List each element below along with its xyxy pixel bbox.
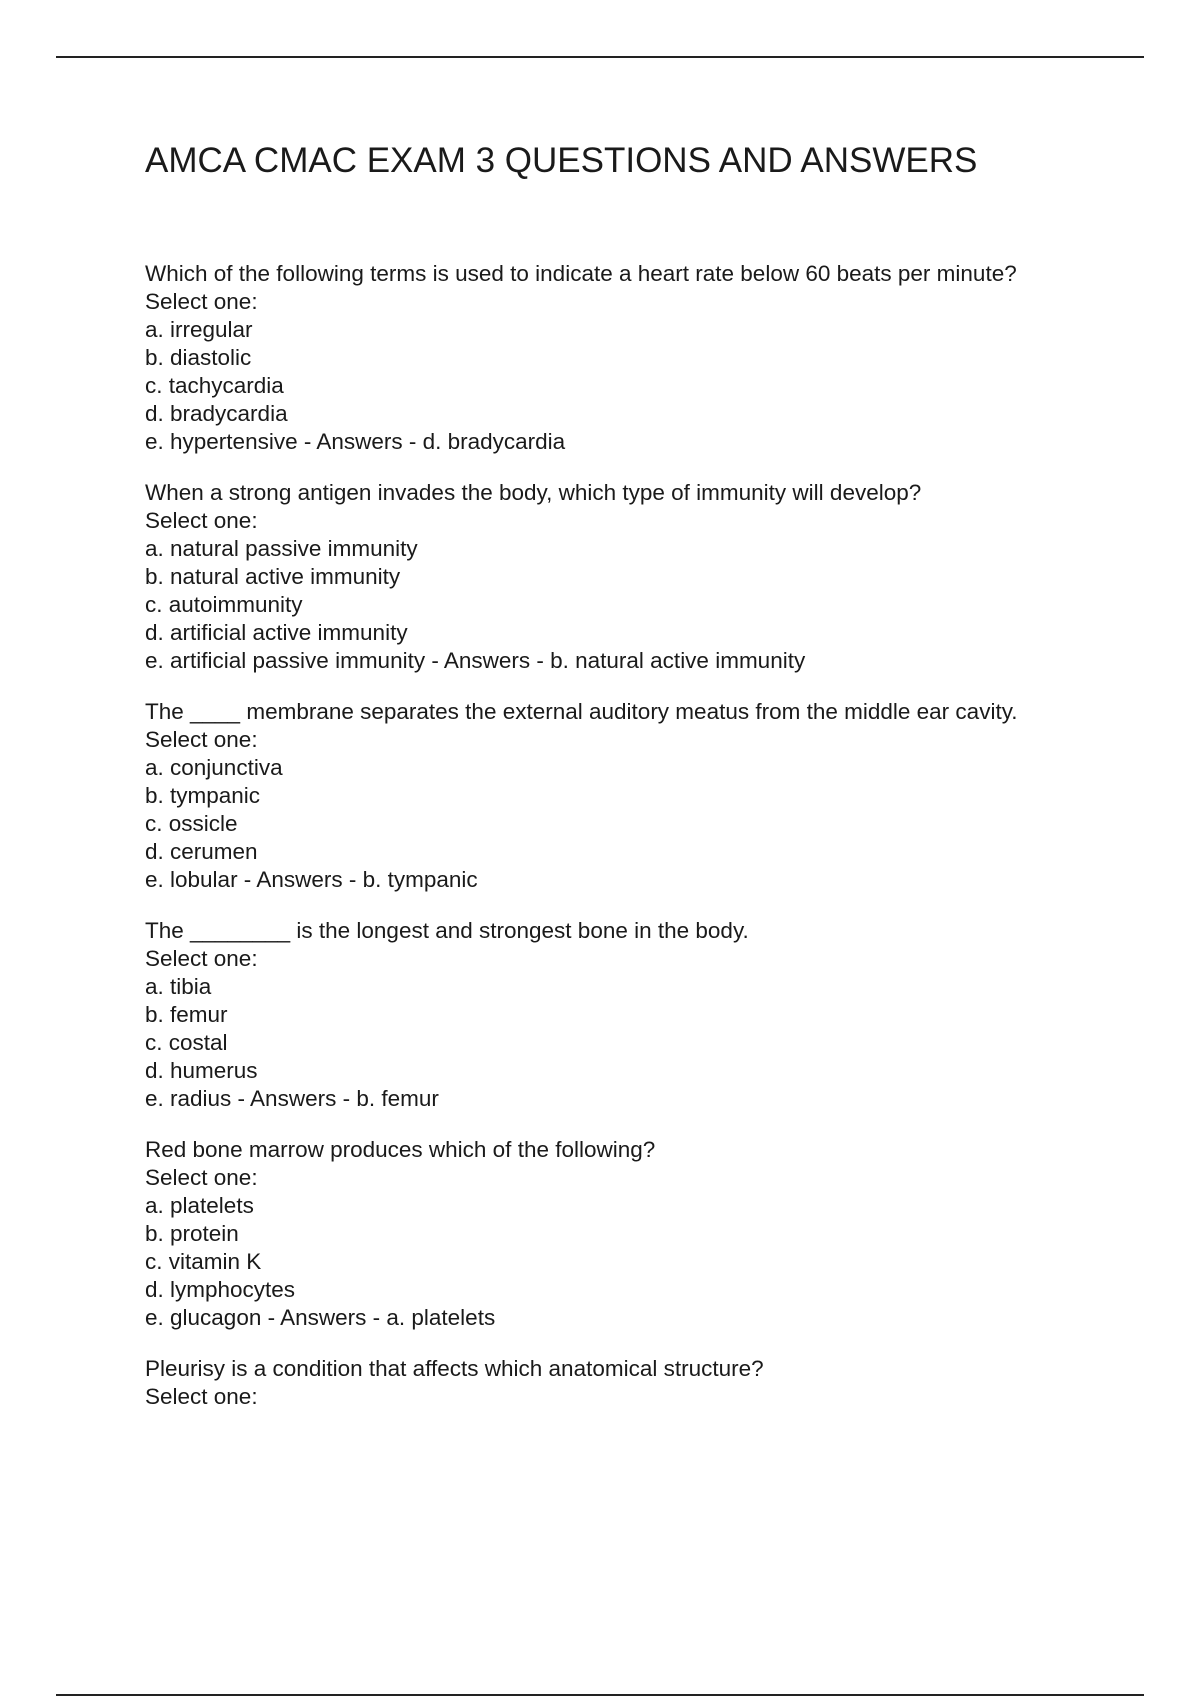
answer-option: d. lymphocytes xyxy=(145,1277,296,1302)
answer-option: a. platelets xyxy=(145,1193,254,1218)
question-block xyxy=(145,1355,1105,1411)
bottom-rule xyxy=(56,1694,1144,1696)
question-block xyxy=(145,1136,1105,1332)
question-text: The ________ is the longest and strongest bone in the body. xyxy=(145,918,749,943)
answer-option: d. bradycardia xyxy=(145,401,288,426)
answer-option-with-key: e. artificial passive immunity - Answers - b. natural active immunity xyxy=(145,648,806,673)
answer-option: b. femur xyxy=(145,1002,228,1027)
answer-option-with-key: e. glucagon - Answers - a. platelets xyxy=(145,1305,496,1330)
question-text: Which of the following terms is used to indicate a heart rate below 60 beats per minute? xyxy=(145,261,1017,286)
question-block xyxy=(145,917,1105,1113)
answer-option: d. artificial active immunity xyxy=(145,620,408,645)
answer-option: d. humerus xyxy=(145,1058,258,1083)
document-title: AMCA CMAC EXAM 3 QUESTIONS AND ANSWERS xyxy=(145,141,978,180)
question-block xyxy=(145,698,1105,894)
question-text: The ____ membrane separates the external auditory meatus from the middle ear cavity. xyxy=(145,699,1018,724)
answer-option: b. natural active immunity xyxy=(145,564,401,589)
select-one-label: Select one: xyxy=(145,1384,258,1409)
question-block xyxy=(145,479,1105,675)
select-one-label: Select one: xyxy=(145,289,258,314)
answer-option: c. costal xyxy=(145,1030,228,1055)
answer-option: a. conjunctiva xyxy=(145,755,283,780)
select-one-label: Select one: xyxy=(145,508,258,533)
question-block xyxy=(145,260,1105,456)
answer-option: c. autoimmunity xyxy=(145,592,303,617)
answer-option: c. vitamin K xyxy=(145,1249,262,1274)
question-text: Red bone marrow produces which of the following? xyxy=(145,1137,656,1162)
question-text: When a strong antigen invades the body, which type of immunity will develop? xyxy=(145,480,922,505)
answer-option: b. protein xyxy=(145,1221,239,1246)
select-one-label: Select one: xyxy=(145,727,258,752)
answer-option-with-key: e. lobular - Answers - b. tympanic xyxy=(145,867,478,892)
top-rule xyxy=(56,56,1144,58)
select-one-label: Select one: xyxy=(145,946,258,971)
select-one-label: Select one: xyxy=(145,1165,258,1190)
answer-option: c. tachycardia xyxy=(145,373,284,398)
answer-option: b. tympanic xyxy=(145,783,261,808)
answer-option: c. ossicle xyxy=(145,811,238,836)
answer-option: b. diastolic xyxy=(145,345,252,370)
answer-option-with-key: e. hypertensive - Answers - d. bradycardia xyxy=(145,429,566,454)
answer-option: d. cerumen xyxy=(145,839,258,864)
document-body xyxy=(145,140,1105,1434)
answer-option: a. tibia xyxy=(145,974,212,999)
answer-option-with-key: e. radius - Answers - b. femur xyxy=(145,1086,439,1111)
answer-option: a. irregular xyxy=(145,317,253,342)
answer-option: a. natural passive immunity xyxy=(145,536,418,561)
question-text: Pleurisy is a condition that affects which anatomical structure? xyxy=(145,1356,764,1381)
